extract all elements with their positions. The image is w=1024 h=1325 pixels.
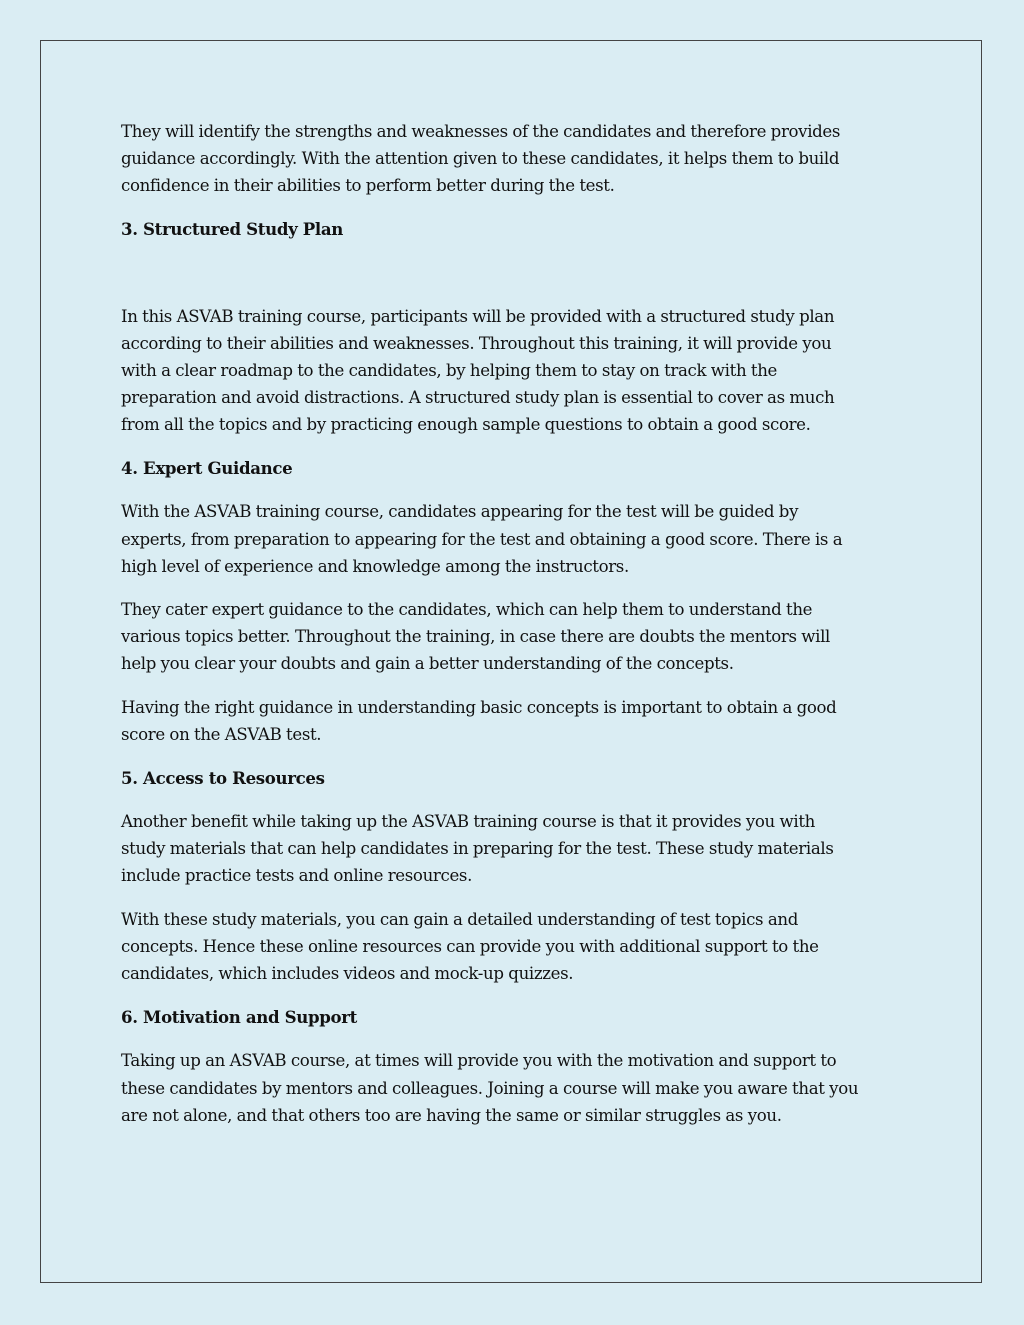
- text-line: with a clear roadmap to the candidates, by helping them to stay on track with the: [121, 361, 778, 381]
- text-line: study materials that can help candidates in preparing for the test. These study materials: [121, 839, 834, 859]
- text-line: confidence in their abilities to perform better during the test.: [121, 176, 615, 196]
- text-line: are not alone, and that others too are having the same or similar struggles as you.: [121, 1105, 782, 1125]
- text-line: With these study materials, you can gain a detailed understanding of test topics and: [121, 910, 798, 930]
- section-heading-access-to-resources: 5. Access to Resources: [121, 767, 325, 788]
- paragraph-expert-guidance-1: [121, 498, 901, 579]
- text-line: from all the topics and by practicing enough sample questions to obtain a good score.: [121, 415, 811, 435]
- section-heading-expert-guidance: 4. Expert Guidance: [121, 457, 293, 478]
- text-line: high level of experience and knowledge among the instructors.: [121, 556, 629, 576]
- text-line: candidates, which includes videos and mock-up quizzes.: [121, 964, 574, 984]
- text-line: score on the ASVAB test.: [121, 725, 322, 745]
- text-line: Taking up an ASVAB course, at times will provide you with the motivation and support to: [121, 1051, 837, 1071]
- section-heading-structured-study-plan: 3. Structured Study Plan: [121, 218, 344, 239]
- text-line: experts, from preparation to appearing for the test and obtaining a good score. There is a: [121, 529, 843, 549]
- text-line: concepts. Hence these online resources can provide you with additional support to the: [121, 937, 819, 957]
- document-body: [121, 118, 901, 1129]
- text-line: They cater expert guidance to the candidates, which can help them to understand the: [121, 600, 813, 620]
- text-line: help you clear your doubts and gain a better understanding of the concepts.: [121, 654, 734, 674]
- intro-paragraph: [121, 118, 901, 199]
- section-heading-motivation-and-support: 6. Motivation and Support: [121, 1006, 357, 1027]
- paragraph-structured-study-plan: [121, 303, 901, 438]
- paragraph-access-to-resources-2: [121, 906, 901, 987]
- paragraph-motivation-and-support: [121, 1047, 901, 1128]
- text-line: include practice tests and online resources.: [121, 866, 472, 886]
- text-line: Another benefit while taking up the ASVAB training course is that it provides you with: [121, 812, 815, 832]
- text-line: With the ASVAB training course, candidates appearing for the test will be guided by: [121, 502, 799, 522]
- paragraph-access-to-resources-1: [121, 808, 901, 889]
- text-line: preparation and avoid distractions. A structured study plan is essential to cover as much: [121, 388, 835, 408]
- text-line: various topics better. Throughout the training, in case there are doubts the mentors will: [121, 627, 831, 647]
- paragraph-expert-guidance-2: [121, 596, 901, 677]
- paragraph-expert-guidance-3: [121, 694, 901, 748]
- text-line: In this ASVAB training course, participants will be provided with a structured study plan: [121, 306, 835, 326]
- text-line: They will identify the strengths and weaknesses of the candidates and therefore provides: [121, 122, 841, 141]
- text-line: according to their abilities and weaknesses. Throughout this training, it will provide you: [121, 333, 832, 353]
- text-line: Having the right guidance in understanding basic concepts is important to obtain a good: [121, 698, 837, 717]
- text-line: guidance accordingly. With the attention given to these candidates, it helps them to build: [121, 149, 840, 169]
- text-line: these candidates by mentors and colleagues. Joining a course will make you aware that you: [121, 1078, 859, 1098]
